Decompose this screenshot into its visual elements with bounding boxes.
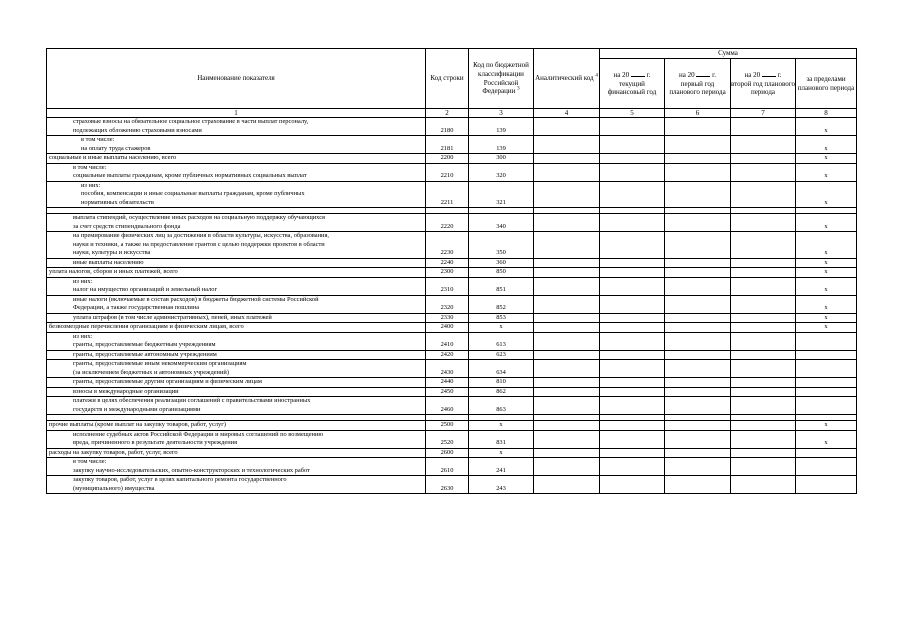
row-sum-first-year — [665, 118, 731, 136]
row-analytic-code — [534, 154, 600, 164]
row-sum-first-year — [665, 232, 731, 259]
row-sum-first-year — [665, 214, 731, 232]
row-sum-current-year — [600, 448, 665, 458]
table-row — [47, 430, 857, 448]
row-budget-code: 139 — [469, 136, 534, 154]
row-analytic-code — [534, 163, 600, 181]
row-analytic-code — [534, 313, 600, 323]
row-sum-current-year — [600, 476, 665, 494]
row-analytic-code — [534, 378, 600, 388]
row-analytic-code — [534, 323, 600, 333]
row-sum-beyond — [796, 332, 857, 350]
row-line-code: 2220 — [426, 214, 469, 232]
row-budget-code: 852 — [469, 295, 534, 313]
row-sum-second-year — [731, 154, 796, 164]
row-sum-current-year — [600, 387, 665, 397]
row-name: исполнение судебных актов Российской Федерации и мировых соглашений по возмещению вреда, причиненного в результате деятельности учреждения — [47, 430, 426, 448]
header-budget-code: Код по бюджетной классификации Российской Федерации $^3$ — [469, 49, 534, 109]
row-analytic-code — [534, 430, 600, 448]
row-sum-current-year — [600, 268, 665, 278]
row-budget-code: 862 — [469, 387, 534, 397]
row-sum-beyond — [796, 378, 857, 388]
row-budget-code: 340 — [469, 214, 534, 232]
row-line-code: 2400 — [426, 323, 469, 333]
row-line-code: 2230 — [426, 232, 469, 259]
row-sum-second-year — [731, 387, 796, 397]
row-sum-current-year — [600, 378, 665, 388]
table-row — [47, 323, 857, 333]
row-line-code: 2430 — [426, 360, 469, 378]
row-name: в том числе: закупку научно-исследовательских, опытно-конструкторских и технологических работ — [47, 458, 426, 476]
row-line-code: 2610 — [426, 458, 469, 476]
row-budget-code: 863 — [469, 397, 534, 415]
row-sum-second-year — [731, 232, 796, 259]
header-sum-beyond: за пределами планового периода — [796, 59, 857, 109]
row-name: из них: налог на имущество организаций и земельный налог — [47, 277, 426, 295]
row-sum-beyond — [796, 350, 857, 360]
row-analytic-code — [534, 118, 600, 136]
col-number: 3 — [469, 109, 534, 118]
row-sum-beyond: x — [796, 214, 857, 232]
row-sum-current-year — [600, 332, 665, 350]
row-sum-beyond: x — [796, 181, 857, 208]
table-row — [47, 181, 857, 208]
table-row — [47, 458, 857, 476]
row-analytic-code — [534, 350, 600, 360]
row-sum-second-year — [731, 332, 796, 350]
row-analytic-code — [534, 214, 600, 232]
row-line-code: 2600 — [426, 448, 469, 458]
row-name: иные налоги (включаемые в состав расходов) в бюджеты бюджетной системы Российской Федерации, а также государственная пошлина — [47, 295, 426, 313]
row-line-code: 2440 — [426, 378, 469, 388]
row-sum-second-year — [731, 448, 796, 458]
row-sum-current-year — [600, 295, 665, 313]
row-sum-second-year — [731, 397, 796, 415]
row-sum-current-year — [600, 313, 665, 323]
row-sum-first-year — [665, 277, 731, 295]
row-sum-second-year — [731, 458, 796, 476]
table-row — [47, 476, 857, 494]
col-number: 6 — [665, 109, 731, 118]
row-name: из них: гранты, предоставляемые бюджетным учреждениям — [47, 332, 426, 350]
report-sheet — [46, 48, 856, 494]
table-row — [47, 421, 857, 431]
row-sum-beyond: x — [796, 258, 857, 268]
row-analytic-code — [534, 268, 600, 278]
row-sum-first-year — [665, 323, 731, 333]
row-sum-beyond: x — [796, 323, 857, 333]
row-sum-second-year — [731, 360, 796, 378]
header-sum-first-year: на 20 г. первый год планового периода — [665, 59, 731, 109]
row-analytic-code — [534, 387, 600, 397]
row-analytic-code — [534, 458, 600, 476]
row-name: из них: пособия, компенсации и иные социальные выплаты гражданам, кроме публичных нормативных обязательств — [47, 181, 426, 208]
row-sum-current-year — [600, 421, 665, 431]
row-sum-current-year — [600, 181, 665, 208]
row-analytic-code — [534, 232, 600, 259]
row-sum-first-year — [665, 163, 731, 181]
table-body — [47, 118, 857, 494]
row-line-code: 2310 — [426, 277, 469, 295]
header-analytic-code: Аналитический код $^4$ — [534, 49, 600, 109]
row-sum-beyond: x — [796, 136, 857, 154]
row-sum-beyond: x — [796, 163, 857, 181]
row-analytic-code — [534, 332, 600, 350]
row-sum-first-year — [665, 360, 731, 378]
row-sum-beyond — [796, 458, 857, 476]
row-name: гранты, предоставляемые автономным учреждениям — [47, 350, 426, 360]
row-sum-current-year — [600, 258, 665, 268]
col-number: 4 — [534, 109, 600, 118]
col-number: 2 — [426, 109, 469, 118]
table-row — [47, 360, 857, 378]
row-sum-first-year — [665, 332, 731, 350]
row-sum-beyond: x — [796, 118, 857, 136]
table-row — [47, 378, 857, 388]
row-name: в том числе: социальные выплаты гражданам, кроме публичных нормативных социальных выплат — [47, 163, 426, 181]
row-name: в том числе: на оплату труда стажеров — [47, 136, 426, 154]
table-row — [47, 295, 857, 313]
row-sum-first-year — [665, 258, 731, 268]
row-budget-code: 851 — [469, 277, 534, 295]
row-line-code: 2520 — [426, 430, 469, 448]
row-line-code: 2330 — [426, 313, 469, 323]
row-name: гранты, предоставляемые другим организациям и физическим лицам — [47, 378, 426, 388]
row-budget-code: 850 — [469, 268, 534, 278]
row-analytic-code — [534, 421, 600, 431]
row-sum-first-year — [665, 350, 731, 360]
row-budget-code: x — [469, 421, 534, 431]
row-sum-second-year — [731, 118, 796, 136]
row-budget-code: 634 — [469, 360, 534, 378]
row-budget-code: 241 — [469, 458, 534, 476]
row-name: платежи в целях обеспечения реализации соглашений с правительствами иностранных государств и международными организациями — [47, 397, 426, 415]
row-analytic-code — [534, 448, 600, 458]
row-name: уплата налогов, сборов и иных платежей, всего — [47, 268, 426, 278]
row-sum-beyond: x — [796, 154, 857, 164]
row-sum-beyond — [796, 397, 857, 415]
row-sum-beyond — [796, 476, 857, 494]
row-name: прочие выплаты (кроме выплат на закупку товаров, работ, услуг) — [47, 421, 426, 431]
row-line-code: 2630 — [426, 476, 469, 494]
row-sum-current-year — [600, 118, 665, 136]
row-name: гранты, предоставляемые иным некоммерческим организациям (за исключением бюджетных и автономных учреждений) — [47, 360, 426, 378]
row-analytic-code — [534, 136, 600, 154]
row-sum-beyond: x — [796, 268, 857, 278]
table-row — [47, 232, 857, 259]
row-sum-first-year — [665, 397, 731, 415]
row-analytic-code — [534, 258, 600, 268]
row-sum-first-year — [665, 136, 731, 154]
table-row — [47, 136, 857, 154]
row-budget-code: 613 — [469, 332, 534, 350]
row-sum-first-year — [665, 154, 731, 164]
row-budget-code: 350 — [469, 232, 534, 259]
row-sum-beyond: x — [796, 232, 857, 259]
row-sum-second-year — [731, 430, 796, 448]
row-sum-second-year — [731, 476, 796, 494]
row-sum-beyond — [796, 448, 857, 458]
expenses-table — [46, 48, 857, 494]
row-sum-second-year — [731, 313, 796, 323]
row-sum-second-year — [731, 181, 796, 208]
row-sum-first-year — [665, 421, 731, 431]
row-line-code: 2240 — [426, 258, 469, 268]
col-number: 1 — [47, 109, 426, 118]
row-budget-code: 810 — [469, 378, 534, 388]
row-sum-second-year — [731, 136, 796, 154]
row-name: закупку товаров, работ, услуг в целях капитального ремонта государственного (муниципального) имущества — [47, 476, 426, 494]
row-analytic-code — [534, 295, 600, 313]
row-sum-second-year — [731, 214, 796, 232]
row-line-code: 2211 — [426, 181, 469, 208]
row-budget-code: 300 — [469, 154, 534, 164]
row-budget-code: 831 — [469, 430, 534, 448]
row-sum-beyond: x — [796, 313, 857, 323]
row-line-code: 2181 — [426, 136, 469, 154]
row-name: социальные и иные выплаты населению, всего — [47, 154, 426, 164]
row-line-code: 2320 — [426, 295, 469, 313]
row-line-code: 2450 — [426, 387, 469, 397]
row-name: взносы в международные организации — [47, 387, 426, 397]
row-sum-first-year — [665, 448, 731, 458]
row-name: страховые взносы на обязательное социальное страхование в части выплат персоналу, подлежащих обложению страховыми взносами — [47, 118, 426, 136]
row-sum-first-year — [665, 476, 731, 494]
row-line-code: 2460 — [426, 397, 469, 415]
row-name: на премирование физических лиц за достижения в области культуры, искусства, образования, науки и техники, а также на предоставление грантов с целью поддержки проектов в области науки, культуры и искусства — [47, 232, 426, 259]
row-sum-second-year — [731, 421, 796, 431]
row-sum-current-year — [600, 277, 665, 295]
row-line-code: 2420 — [426, 350, 469, 360]
row-name: безвозмездные перечисления организациям и физическим лицам, всего — [47, 323, 426, 333]
row-sum-current-year — [600, 214, 665, 232]
row-sum-current-year — [600, 458, 665, 476]
table-row — [47, 350, 857, 360]
table-row — [47, 154, 857, 164]
table-row — [47, 268, 857, 278]
header-sum-current-year: на 20 г. текущий финансовый год — [600, 59, 665, 109]
row-sum-current-year — [600, 397, 665, 415]
row-analytic-code — [534, 476, 600, 494]
row-sum-second-year — [731, 323, 796, 333]
table-row — [47, 277, 857, 295]
row-name: выплата стипендий, осуществление иных расходов на социальную поддержку обучающихся за счет средств стипендиального фонда — [47, 214, 426, 232]
row-budget-code: 321 — [469, 181, 534, 208]
row-sum-current-year — [600, 323, 665, 333]
row-budget-code: 623 — [469, 350, 534, 360]
row-line-code: 2500 — [426, 421, 469, 431]
row-sum-current-year — [600, 163, 665, 181]
row-sum-first-year — [665, 313, 731, 323]
row-sum-second-year — [731, 268, 796, 278]
table-row — [47, 163, 857, 181]
row-name: иные выплаты населению — [47, 258, 426, 268]
header-name: Наименование показателя — [47, 49, 426, 109]
row-sum-first-year — [665, 181, 731, 208]
row-sum-current-year — [600, 232, 665, 259]
row-sum-current-year — [600, 350, 665, 360]
header-sum: Сумма — [600, 49, 857, 59]
table-row — [47, 387, 857, 397]
row-sum-current-year — [600, 360, 665, 378]
row-sum-beyond: x — [796, 277, 857, 295]
table-row — [47, 313, 857, 323]
row-line-code: 2200 — [426, 154, 469, 164]
row-sum-first-year — [665, 295, 731, 313]
row-sum-current-year — [600, 136, 665, 154]
row-analytic-code — [534, 181, 600, 208]
row-sum-beyond: x — [796, 295, 857, 313]
row-budget-code: x — [469, 448, 534, 458]
row-line-code: 2300 — [426, 268, 469, 278]
row-analytic-code — [534, 277, 600, 295]
column-numbers-row — [47, 109, 857, 118]
row-sum-beyond — [796, 387, 857, 397]
header-line-code: Код строки — [426, 49, 469, 109]
table-row — [47, 258, 857, 268]
row-line-code: 2410 — [426, 332, 469, 350]
row-sum-first-year — [665, 268, 731, 278]
row-sum-second-year — [731, 378, 796, 388]
table-header — [47, 49, 857, 118]
header-sum-second-year: на 20 г. второй год планового периода — [731, 59, 796, 109]
row-sum-first-year — [665, 378, 731, 388]
col-number: 5 — [600, 109, 665, 118]
row-line-code: 2210 — [426, 163, 469, 181]
row-budget-code: x — [469, 323, 534, 333]
row-sum-second-year — [731, 295, 796, 313]
row-sum-first-year — [665, 430, 731, 448]
table-row — [47, 448, 857, 458]
row-sum-second-year — [731, 277, 796, 295]
row-budget-code: 139 — [469, 118, 534, 136]
table-row — [47, 214, 857, 232]
row-sum-current-year — [600, 154, 665, 164]
row-budget-code: 853 — [469, 313, 534, 323]
row-sum-beyond: x — [796, 421, 857, 431]
table-row — [47, 332, 857, 350]
row-sum-beyond — [796, 360, 857, 378]
table-row — [47, 118, 857, 136]
row-sum-first-year — [665, 458, 731, 476]
row-name: уплата штрафов (в том числе административных), пеней, иных платежей — [47, 313, 426, 323]
row-sum-second-year — [731, 350, 796, 360]
row-sum-beyond: x — [796, 430, 857, 448]
row-name: расходы на закупку товаров, работ, услуг, всего — [47, 448, 426, 458]
row-sum-current-year — [600, 430, 665, 448]
row-sum-first-year — [665, 387, 731, 397]
col-number: 7 — [731, 109, 796, 118]
row-budget-code: 243 — [469, 476, 534, 494]
row-sum-second-year — [731, 258, 796, 268]
row-analytic-code — [534, 360, 600, 378]
row-budget-code: 360 — [469, 258, 534, 268]
row-sum-second-year — [731, 163, 796, 181]
row-budget-code: 320 — [469, 163, 534, 181]
row-line-code: 2180 — [426, 118, 469, 136]
col-number: 8 — [796, 109, 857, 118]
table-row — [47, 397, 857, 415]
row-analytic-code — [534, 397, 600, 415]
